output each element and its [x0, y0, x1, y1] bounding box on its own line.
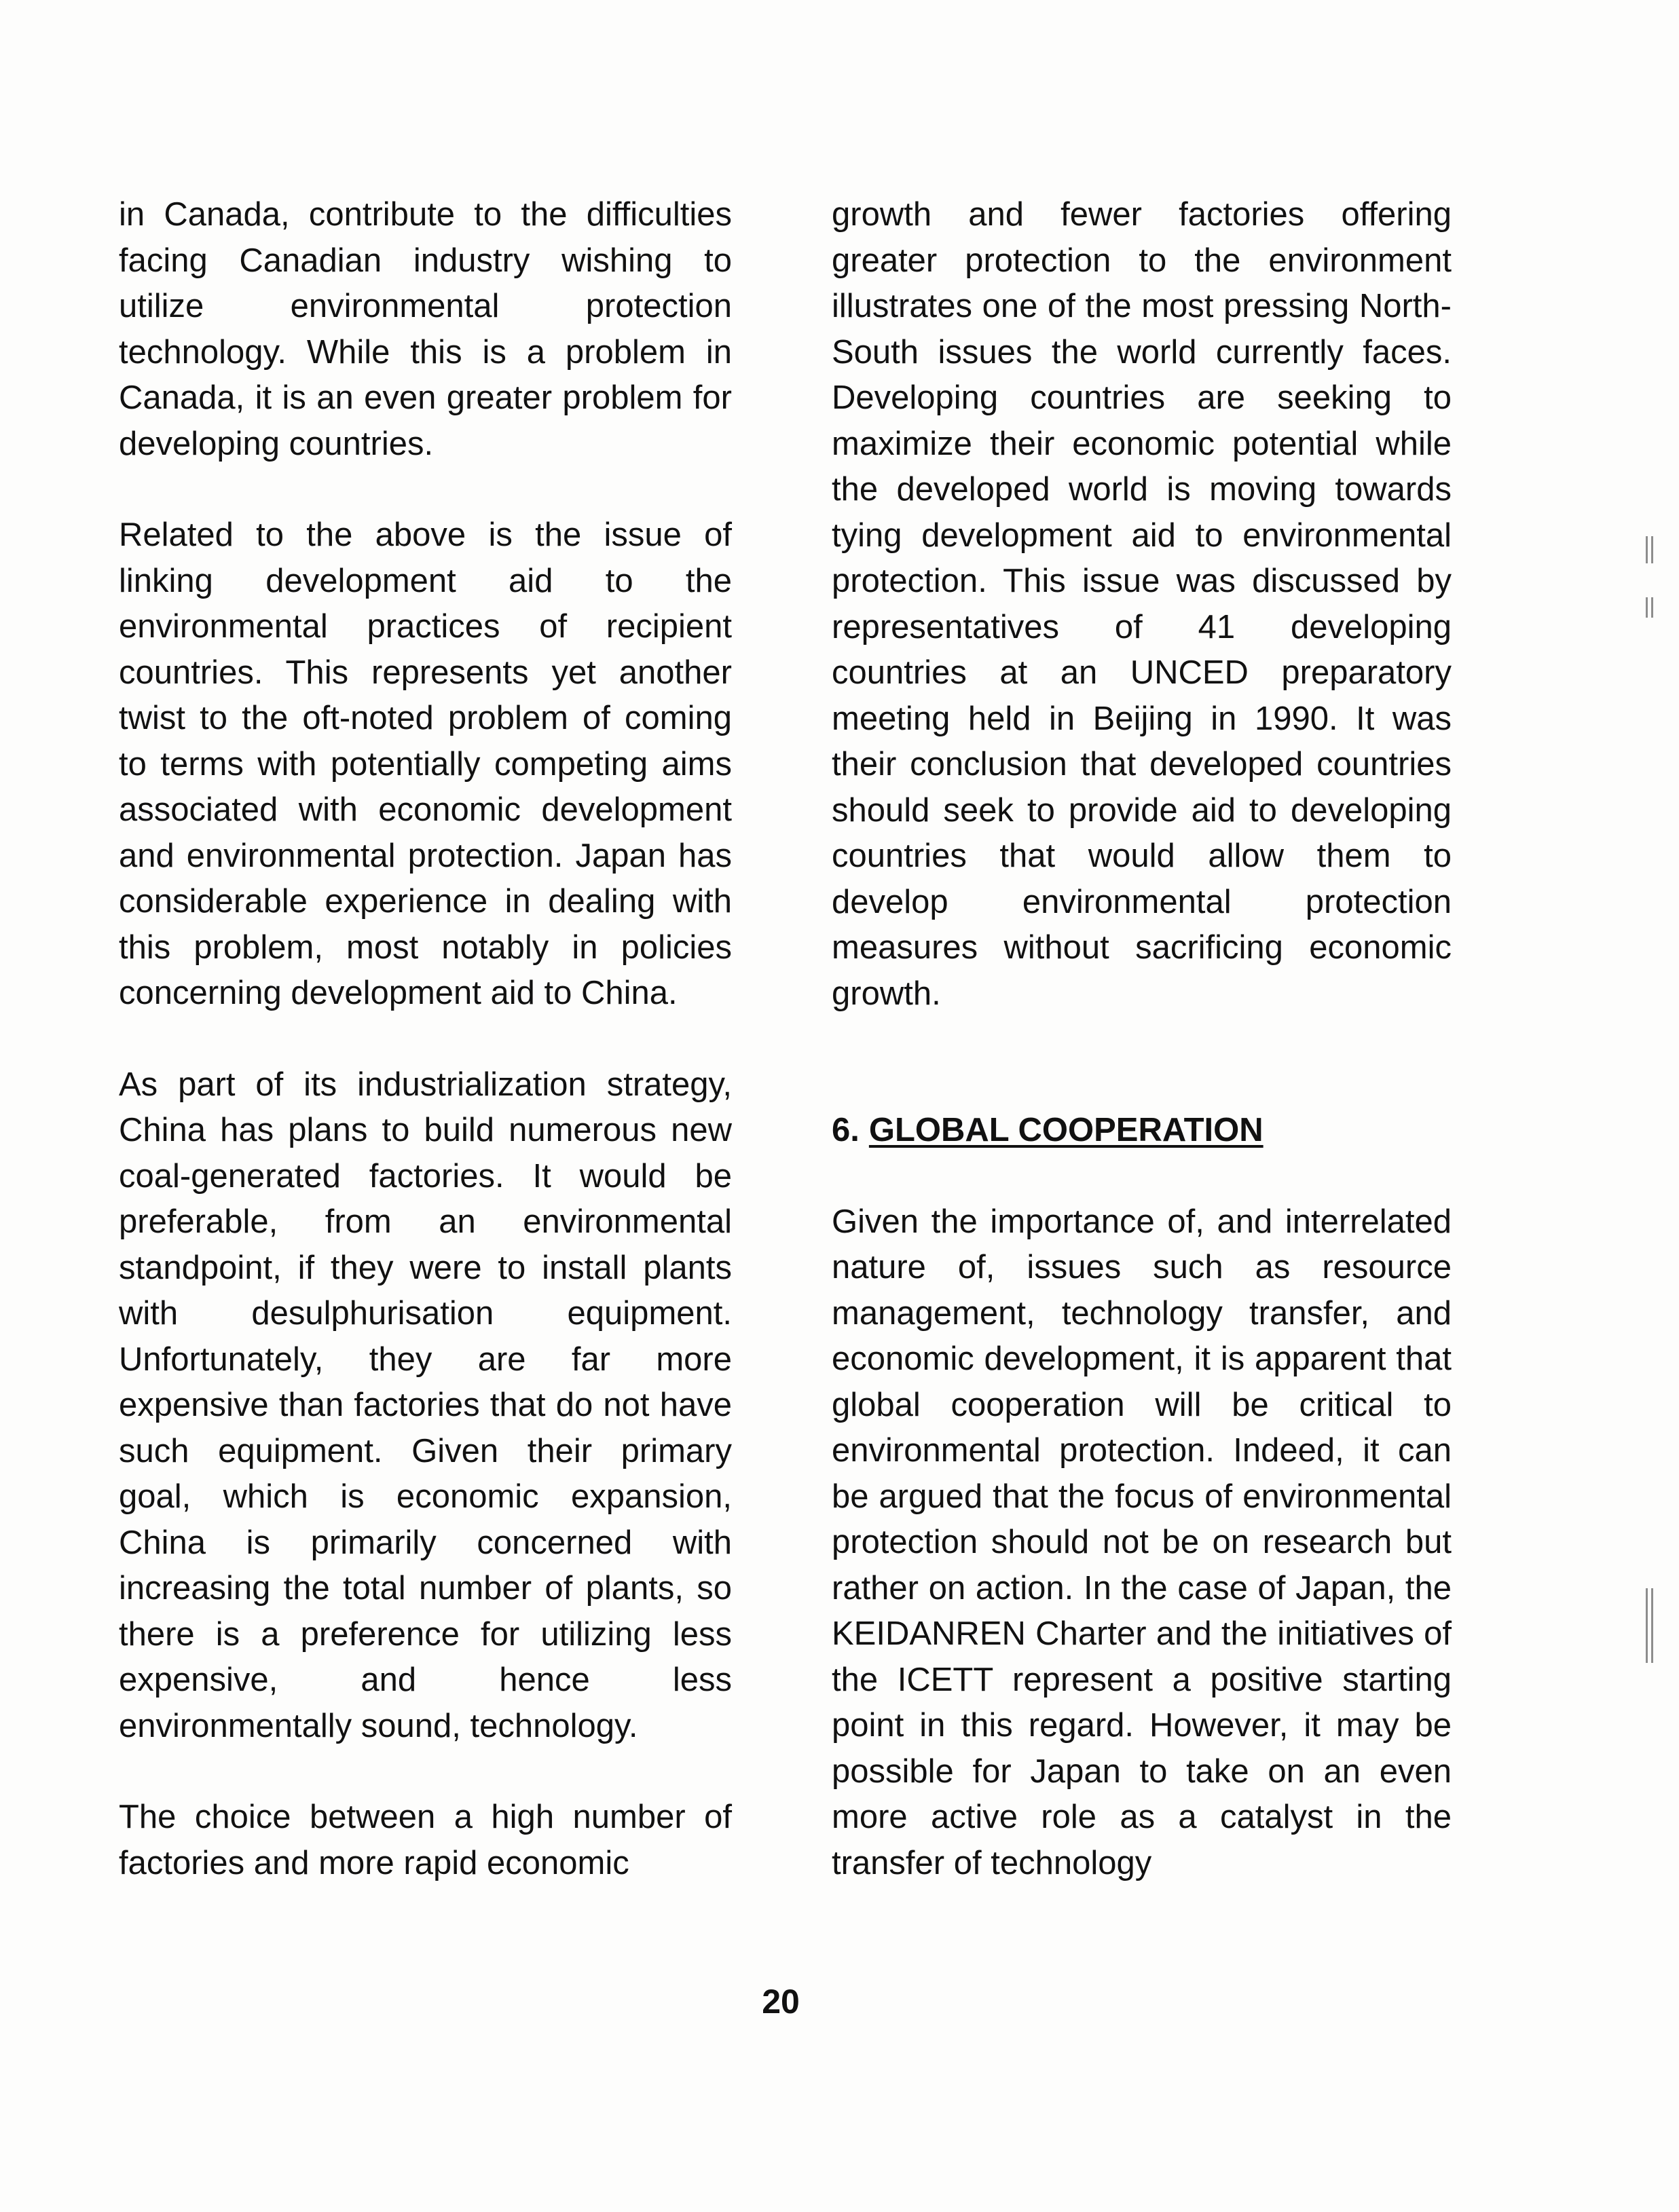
margin-mark	[1646, 597, 1653, 618]
paragraph-choice-factories: The choice between a high number of factories and more rapid economic	[119, 1799, 732, 1881]
page-number: 20	[762, 1983, 800, 2021]
paragraph-canada-difficulties: in Canada, contribute to the difficulties facing Canadian industry wishing to utilize environmental protection technology. While this is a problem in Canada, it is an even greater problem for developing countries.	[119, 196, 732, 462]
section-heading	[832, 1108, 1452, 1154]
margin-mark	[1646, 536, 1653, 563]
margin-mark	[1646, 1588, 1653, 1663]
section-number: 6.	[832, 1112, 860, 1148]
section-title: GLOBAL COOPERATION	[868, 1112, 1263, 1148]
paragraph-linking-aid: Related to the above is the issue of linking development aid to the environmental practices of recipient countries. This represents yet another twist to the oft-noted problem of coming to terms with potentially competing aims associated with economic development and environmental protection. Japan has considerable experience in dealing with this problem, most notably in policies concerning development aid to China.	[119, 517, 732, 1011]
paragraph-china-strategy: As part of its industrialization strategy, China has plans to build numerous new coal-generated factories. It would be preferable, from an environmental standpoint, if they were to install plants with desulphurisation equipment. Unfortunately, they are far more expensive than factories that do not have such equipment. Given their primary goal, which is economic expansion, China is primarily concerned with increasing the total number of plants, so there is a preference for utilizing less expensive, and hence less environmentally sound, technology.	[119, 1066, 732, 1744]
paragraph-global-cooperation: Given the importance of, and interrelated nature of, issues such as resource management, technology transfer, and economic development, it is apparent that global cooperation will be critical to environmental protection. Indeed, it can be argued that the focus of environmental protection should not be on research but rather on action. In the case of Japan, the KEIDANREN Charter and the initiatives of the ICETT represent a positive starting point in this regard. However, it may be possible for Japan to take on an even more active role as a catalyst in the transfer of technology	[832, 1203, 1452, 1881]
spacer	[832, 1062, 1452, 1108]
paragraph-north-south-issues: growth and fewer factories offering greater protection to the environment illustrates one of the most pressing North-South issues the world currently faces. Developing countries are seeking to maximize their economic potential while the developed world is moving towards tying development aid to environmental protection. This issue was discussed by representatives of 41 developing countries at an UNCED preparatory meeting held in Beijing in 1990. It was their conclusion that developed countries should seek to provide aid to developing countries that would allow them to develop environmental protection measures without sacrificing economic growth.	[832, 196, 1452, 1012]
right-column	[832, 192, 1452, 1932]
left-column	[119, 192, 732, 1932]
